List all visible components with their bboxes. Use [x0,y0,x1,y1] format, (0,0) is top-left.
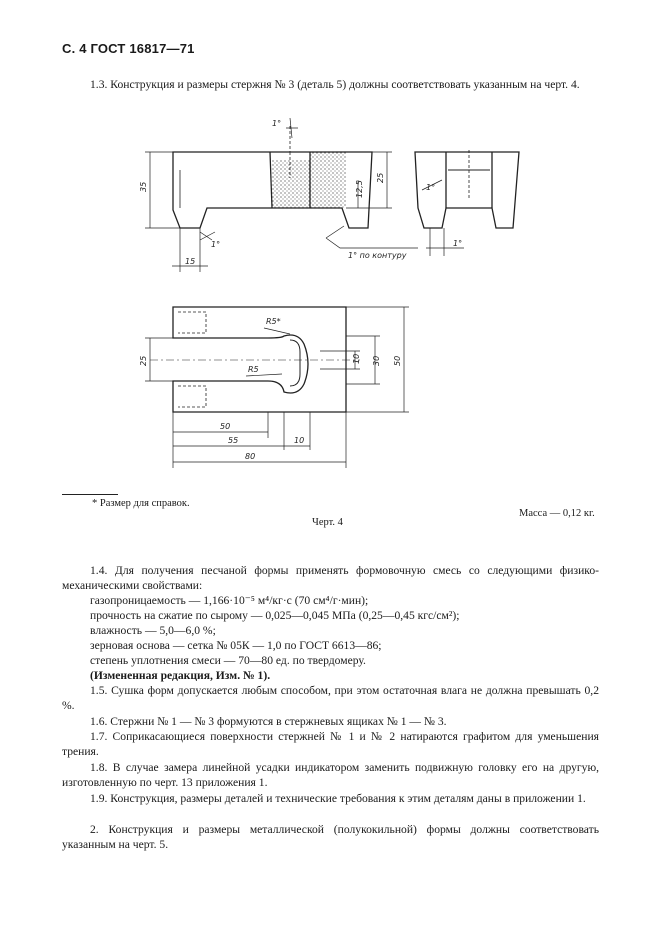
dim-plan-h30: 30 [372,355,381,366]
dim-angle-top: 1° [272,119,282,128]
dim-plan-h25: 25 [139,355,148,366]
dim-angle-side2: 1° [453,239,463,248]
note-contour: 1° по контуру [348,251,407,260]
dim-angle-side1: 1° [426,183,436,192]
dim-r5-star: R5* [266,317,281,326]
dim-w15: 15 [185,257,196,266]
property-grain: зерновая основа — сетка № 05К — 1,0 по ГОСТ 6613—86; [90,639,382,652]
dim-w55: 55 [228,436,239,445]
footnote: * Размер для справок. [92,498,190,509]
paragraph-1-8: 1.8. В случае замера линейной усадки индикатором заменить подвижную головку его на другую, изготовленную по черт. 13 приложения 1. [62,761,599,790]
footnote-rule [62,494,118,495]
paragraph-1-7: 1.7. Соприкасающиеся поверхности стержней № 1 и № 2 натираются графитом для уменьшения трения. [62,730,599,759]
dim-w80: 80 [245,452,256,461]
mass-note: Масса — 0,12 кг. [519,508,595,519]
paragraph-1-9: 1.9. Конструкция, размеры деталей и технические требования к этим деталям даны в приложении 1. [90,792,586,805]
paragraph-1-6: 1.6. Стержни № 1 — № 3 формуются в стержневых ящиках № 1 — № 3. [90,715,447,728]
plan-view [150,307,360,412]
property-strength: прочность на сжатие по сырому — 0,025—0,045 МПа (0,25—0,45 кгс/см²); [90,609,460,622]
dim-r5: R5 [248,365,259,374]
dim-plan-h50: 50 [393,355,402,366]
plan-view-dims [145,307,409,468]
front-view [173,126,372,228]
dim-h12-5: 12,5 [355,180,364,198]
property-gas-permeability: газопроницаемость — 1,166·10⁻⁵ м⁴/кг·с (70 см⁴/г·мин); [90,594,369,607]
figure-caption: Черт. 4 [312,517,343,528]
paragraph-1-5: 1.5. Сушка форм допускается любым способом, при этом остаточная влага не должна превышать 0,2 %. [62,684,599,713]
property-humidity: влажность — 5,0—6,0 %; [90,624,216,637]
dim-h25: 25 [376,172,385,183]
dim-w50: 50 [220,422,231,431]
page-header: С. 4 ГОСТ 16817—71 [62,41,195,56]
edition-note: (Измененная редакция, Изм. № 1). [90,669,271,682]
paragraph-1-4: 1.4. Для получения песчаной формы применять формовочную смесь со следующими физико-механическими свойствами: [62,564,599,593]
dim-h35: 35 [139,181,148,192]
paragraph-1-3: 1.3. Конструкция и размеры стержня № 3 (деталь 5) должны соответствовать указанным на черт. 4. [90,78,580,91]
dim-plan-h10: 10 [352,353,361,364]
property-compaction: степень уплотнения смеси — 70—80 ед. по твердомеру. [90,654,366,667]
paragraph-2: 2. Конструкция и размеры металлической (полукокильной) формы должны соответствовать указанным на черт. 5. [62,823,599,852]
dim-angle-left: 1° [211,240,221,249]
dim-w10: 10 [294,436,305,445]
